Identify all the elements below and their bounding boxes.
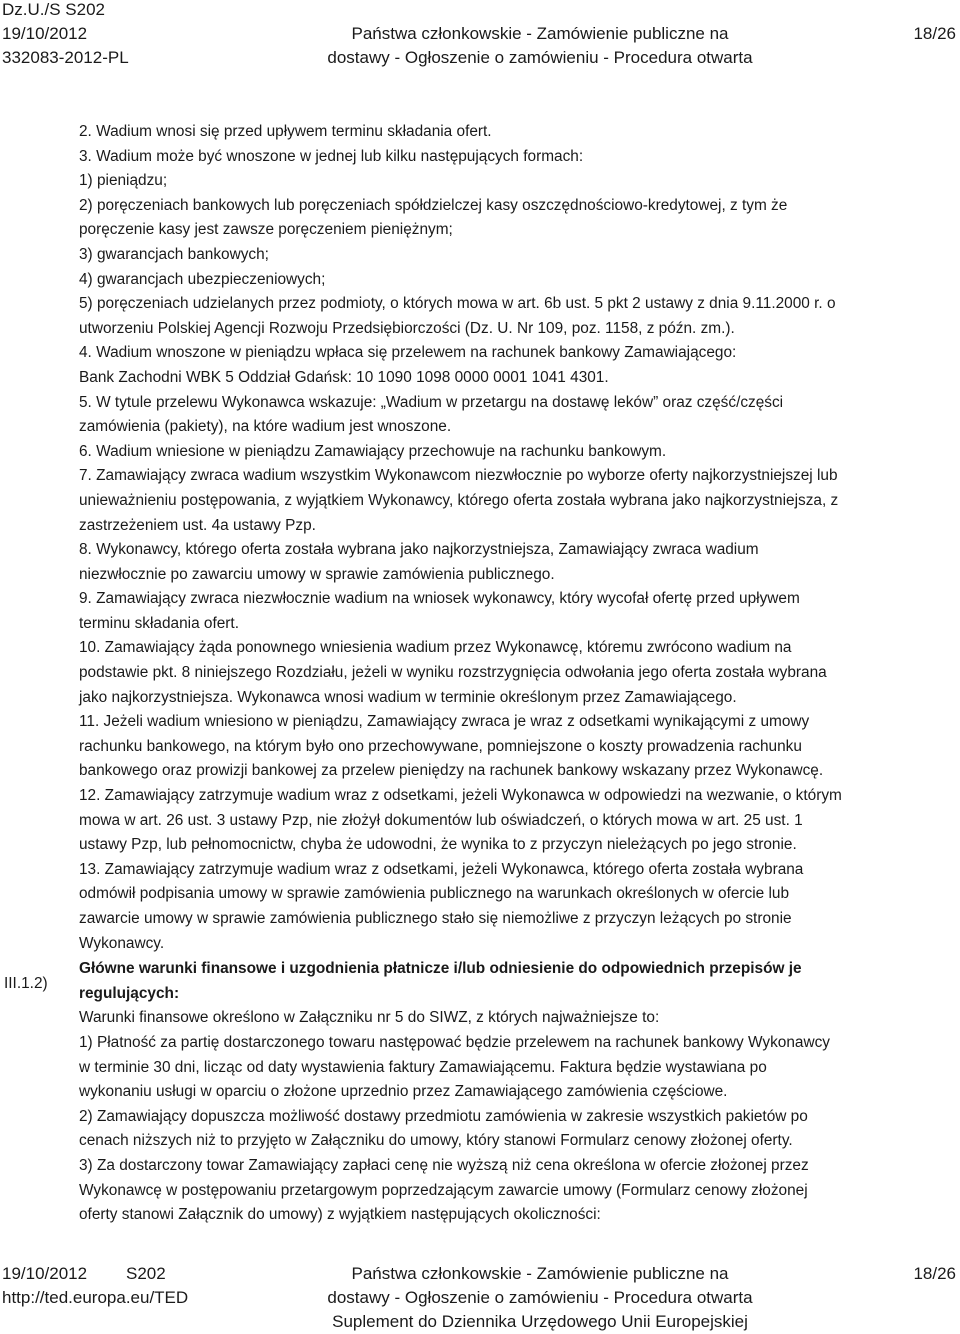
body-line: 11. Jeżeli wadium wniesiono w pieniądzu, Zamawiający zwraca je wraz z odsetkami wynikającymi z umowy	[79, 713, 810, 731]
section-line: wykonaniu usługi w oparciu o złożone uprzednio przez Zamawiającego zamówienia częściowe.	[79, 1083, 728, 1101]
document-body	[79, 120, 959, 1228]
header-series: Dz.U./S S202	[2, 0, 105, 19]
body-line: 3) gwarancjach bankowych;	[79, 245, 269, 263]
footer-date: 19/10/2012	[2, 1264, 88, 1283]
body-line: niezwłocznie po zawarciu umowy w sprawie zamówienia publicznego.	[79, 565, 555, 583]
section-line: Wykonawcę w postępowaniu przetargowym poprzedzającym zawarcie umowy (Formularz cenowy złożonej	[79, 1181, 808, 1199]
body-line: bankowego oraz prowizji bankowej za przelew pieniędzy na rachunek bankowy wskazany przez Wykonawcę.	[79, 762, 824, 780]
body-line: mowa w art. 26 ust. 3 ustawy Pzp, nie złożył dokumentów lub oświadczeń, o których mowa w art. 25 ust. 1	[79, 811, 803, 829]
header-title-line2: dostawy - Ogłoszenie o zamówieniu - Procedura otwarta	[327, 48, 753, 67]
page-footer	[0, 1262, 960, 1334]
header-date: 19/10/2012	[2, 24, 88, 43]
body-line: podstawie pkt. 8 niniejszego Rozdziału, jeżeli w wyniku rozstrzygnięcia odwołania jego oferta została wybrana	[79, 664, 827, 682]
footer-title-line1: Państwa członkowskie - Zamówienie publiczne na	[351, 1264, 729, 1283]
section-line: 1) Płatność za partię dostarczonego towaru następować będzie przelewem na rachunek bankowy Wykonawcy	[79, 1033, 830, 1051]
section-line: cenach niższych niż to przyjęto w Załączniku do umowy, który stanowi Formularz cenowy złożonej oferty.	[79, 1132, 793, 1150]
section-heading: Główne warunki finansowe i uzgodnienia płatnicze i/lub odniesienie do odpowiednich przepisów je	[79, 960, 802, 978]
body-line: 5) poręczeniach udzielanych przez podmioty, o których mowa w art. 6b ust. 5 pkt 2 ustawy z dnia 9.11.2000 r. o	[79, 295, 836, 313]
section-line: w terminie 30 dni, licząc od daty wystawienia faktury Zamawiającemu. Faktura będzie wystawiana po	[79, 1058, 767, 1076]
section-heading-cont: regulujących:	[79, 984, 180, 1002]
body-line: zamówienia (pakiety), na które wadium jest wnoszone.	[79, 418, 452, 436]
body-line: rachunku bankowego, na którym było ono przechowywane, pomniejszone o koszty prowadzenia rachunku	[79, 737, 802, 755]
body-line: unieważnieniu postępowania, z wyjątkiem Wykonawcy, którego oferta została wybrana jako najkorzystniejsza, z	[79, 491, 839, 509]
footer-series: S202	[126, 1264, 166, 1283]
header-page-number: 18/26	[913, 24, 956, 43]
body-line: odmówił podpisania umowy w sprawie zamówienia publicznego na warunkach określonych w ofercie lub	[79, 885, 790, 903]
section-line: Warunki finansowe określono w Załączniku nr 5 do SIWZ, z których najważniejsze to:	[79, 1009, 660, 1027]
body-line: zawarcie umowy w sprawie zamówienia publicznego stało się niemożliwe z przyczyn leżących po stronie	[79, 910, 792, 927]
body-line: 4. Wadium wnoszone w pieniądzu wpłaca się przelewem na rachunek bankowy Zamawiającego:	[79, 344, 737, 362]
body-line: 3. Wadium może być wnoszone w jednej lub kilku następujących formach:	[79, 147, 584, 165]
page-header	[0, 0, 960, 72]
body-line: 2. Wadium wnosi się przed upływem terminu składania ofert.	[79, 123, 492, 140]
footer-title-line2: dostawy - Ogłoszenie o zamówieniu - Procedura otwarta	[327, 1288, 753, 1307]
body-line: poręczenie kasy jest zawsze poręczeniem pieniężnym;	[79, 221, 453, 239]
body-line: 4) gwarancjach ubezpieczeniowych;	[79, 270, 326, 288]
body-line: 12. Zamawiający zatrzymuje wadium wraz z odsetkami, jeżeli Wykonawca w odpowiedzi na wezwanie, o którym	[79, 787, 842, 805]
body-line: ustawy Pzp, lub pełnomocnictw, chyba że udowodni, że wynika to z przyczyn nieleżących po jego stronie.	[79, 836, 797, 854]
body-line: terminu składania ofert.	[79, 614, 239, 632]
footer-url-link[interactable]: http://ted.europa.eu/TED	[2, 1288, 189, 1307]
body-line: 13. Zamawiający zatrzymuje wadium wraz z odsetkami, jeżeli Wykonawca, którego oferta została wybrana	[79, 860, 804, 878]
header-notice-id: 332083-2012-PL	[2, 48, 129, 67]
body-line: 1) pieniądzu;	[79, 172, 168, 190]
body-line: utworzeniu Polskiej Agencji Rozwoju Przedsiębiorczości (Dz. U. Nr 109, poz. 1158, z późn. zm.).	[79, 319, 735, 337]
section-number: III.1.2)	[4, 975, 48, 992]
footer-page-number: 18/26	[913, 1264, 956, 1283]
footer-title-line3: Suplement do Dziennika Urzędowego Unii Europejskiej	[332, 1312, 748, 1331]
body-line: jako najkorzystniejsza. Wykonawca wnosi wadium w terminie określonym przez Zamawiającego.	[79, 688, 737, 706]
body-line: 9. Zamawiający zwraca niezwłocznie wadium na wniosek wykonawcy, który wycofał ofertę przed upływem	[79, 590, 800, 608]
header-title-line1: Państwa członkowskie - Zamówienie publiczne na	[351, 24, 729, 43]
body-line: 2) poręczeniach bankowych lub poręczeniach spółdzielczej kasy oszczędnościowo-kredytowej, z tym że	[79, 196, 788, 214]
section-line: oferty stanowi Załącznik do umowy) z wyjątkiem następujących okoliczności:	[79, 1206, 601, 1224]
body-line: Bank Zachodni WBK 5 Oddział Gdańsk: 10 1090 1098 0000 0001 1041 4301.	[79, 368, 609, 386]
body-line: 6. Wadium wniesione w pieniądzu Zamawiający przechowuje na rachunku bankowym.	[79, 442, 667, 460]
body-line: 7. Zamawiający zwraca wadium wszystkim Wykonawcom niezwłocznie po wyborze oferty najkorzystniejszej lub	[79, 467, 838, 485]
body-line: 5. W tytule przelewu Wykonawca wskazuje: „Wadium w przetargu na dostawę leków” oraz część/części	[79, 393, 784, 411]
body-line: 8. Wykonawcy, którego oferta została wybrana jako najkorzystniejsza, Zamawiający zwraca wadium	[79, 541, 759, 559]
body-line: 10. Zamawiający żąda ponownego wniesienia wadium przez Wykonawcę, któremu zwrócono wadium na	[79, 639, 792, 657]
body-line: Wykonawcy.	[79, 934, 165, 952]
section-line: 3) Za dostarczony towar Zamawiający zapłaci cenę nie wyższą niż cena określona w ofercie złożonej przez	[79, 1156, 809, 1174]
section-line: 2) Zamawiający dopuszcza możliwość dostawy przedmiotu zamówienia w zakresie wszystkich pakietów po	[79, 1107, 808, 1125]
body-line: zastrzeżeniem ust. 4a ustawy Pzp.	[79, 516, 316, 534]
